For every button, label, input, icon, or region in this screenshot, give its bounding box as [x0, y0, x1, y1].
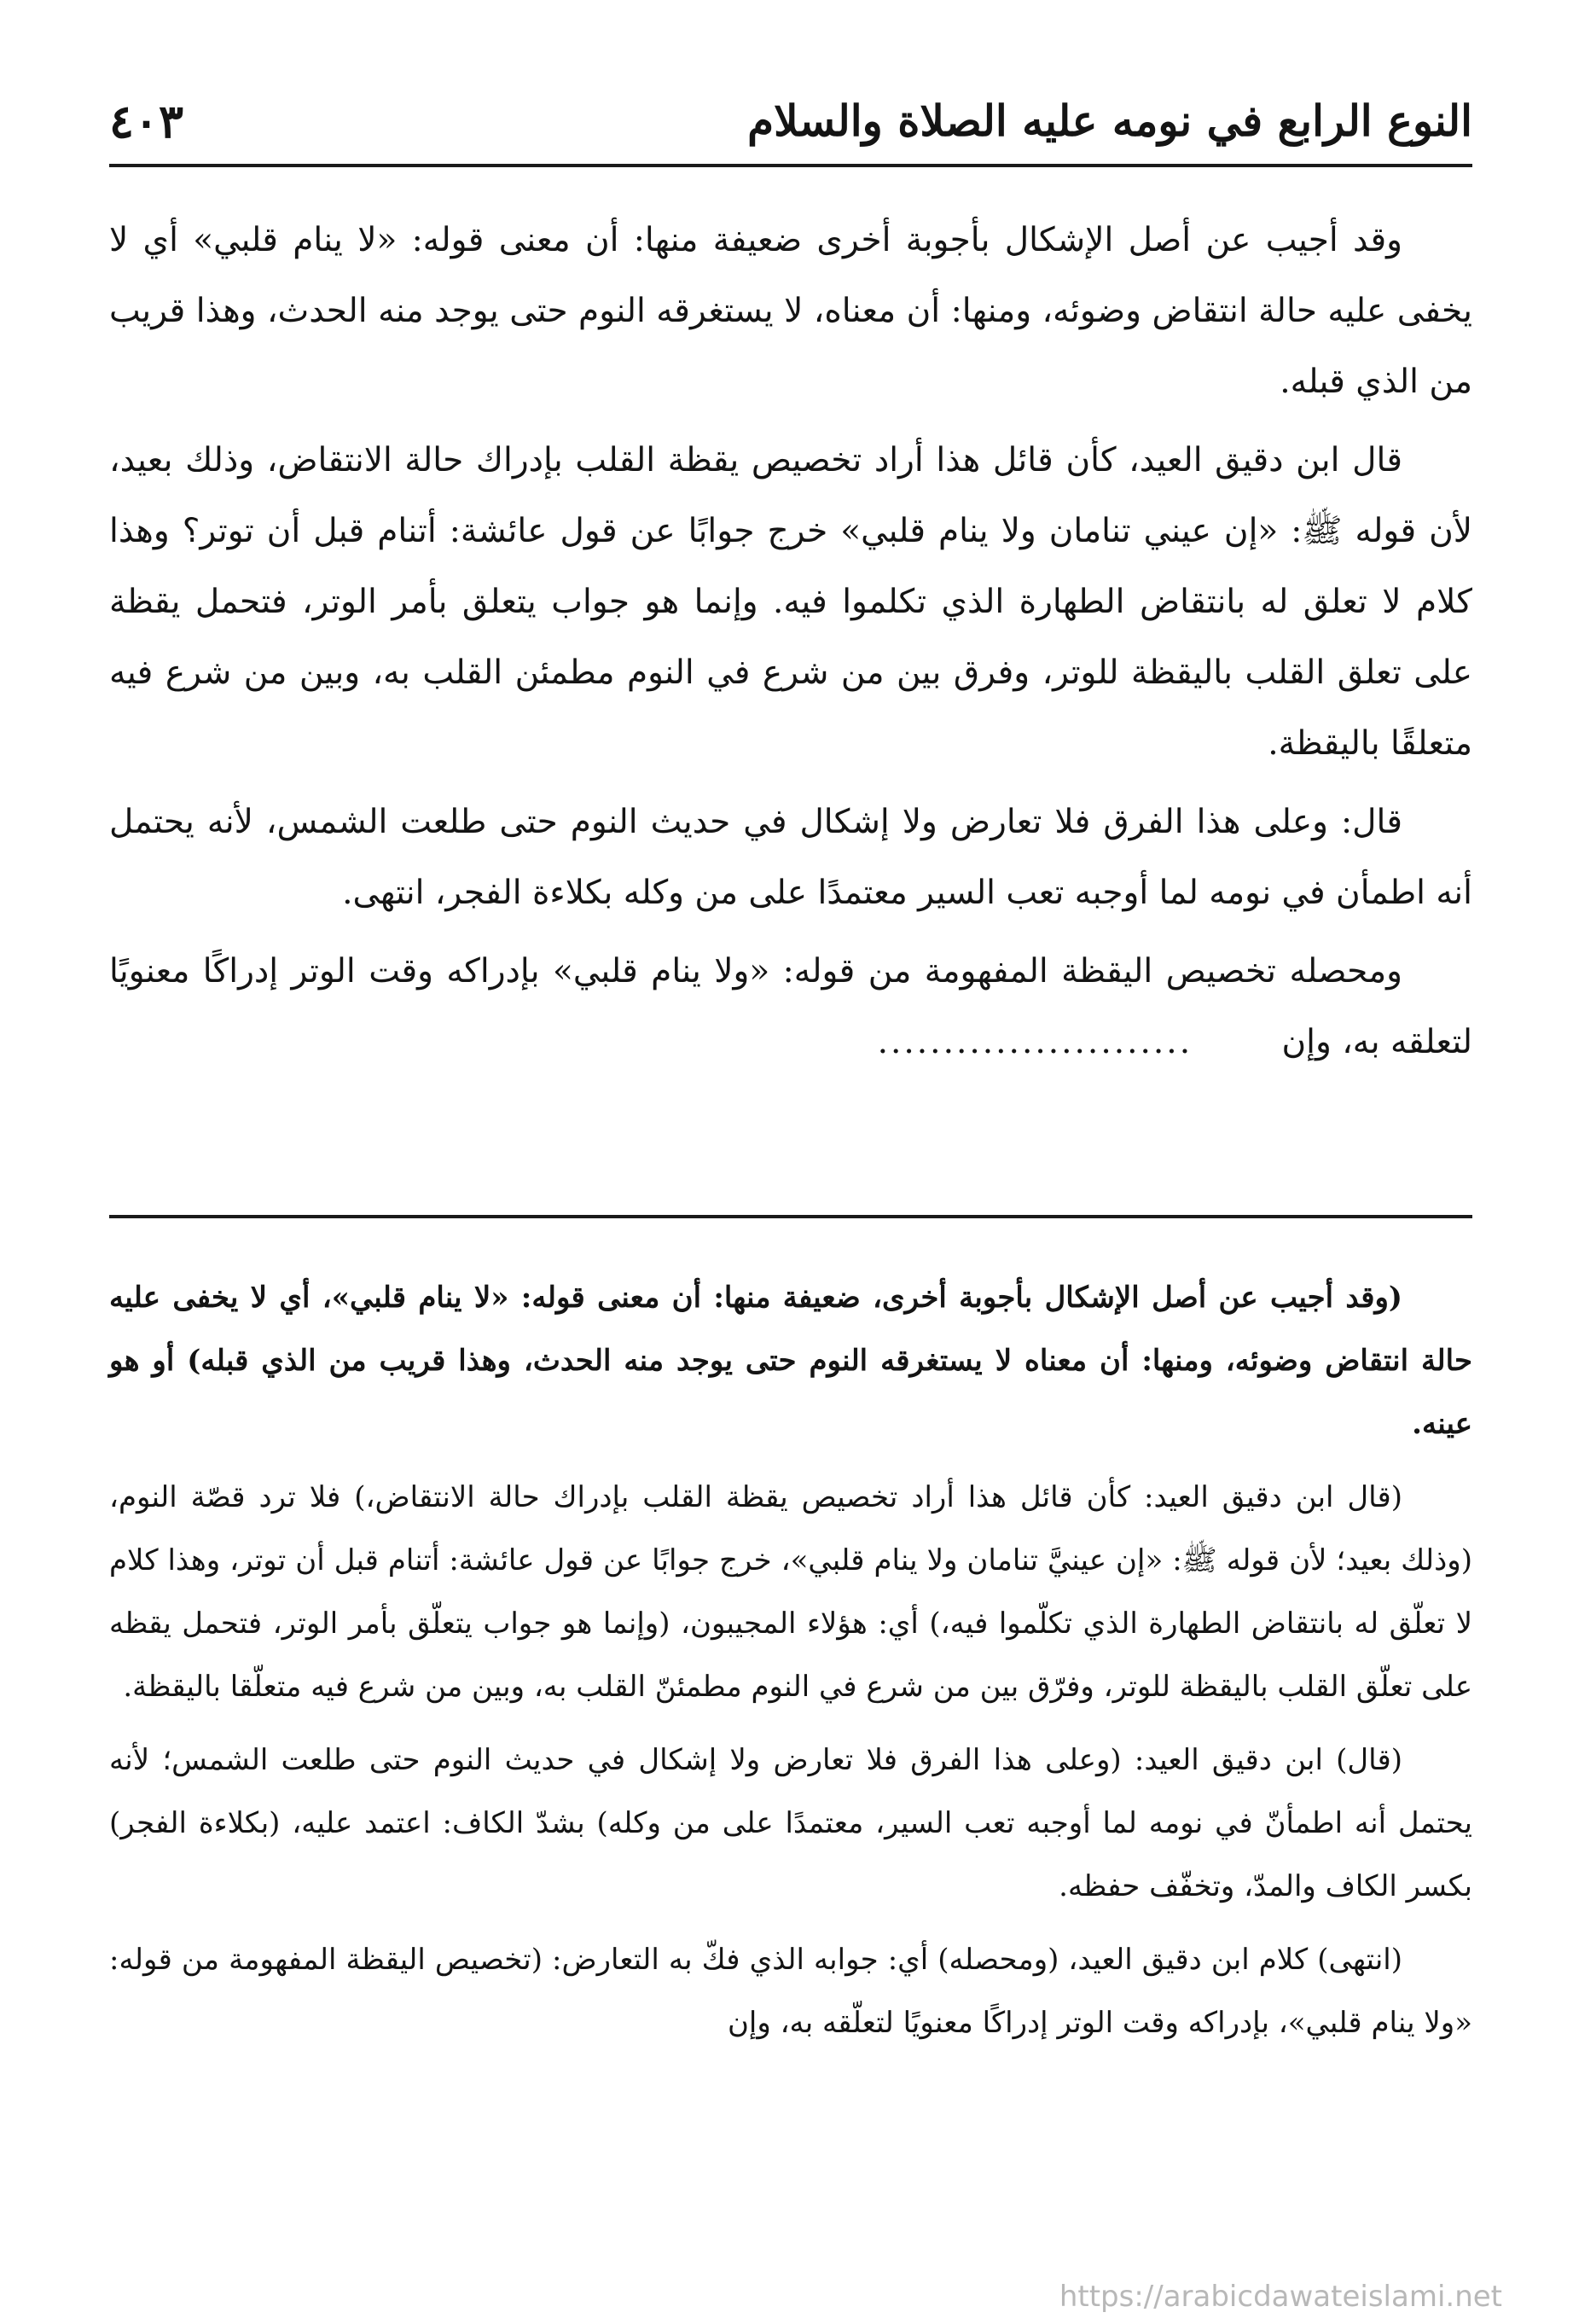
commentary-paragraph: (قال) ابن دقيق العيد: (وعلى هذا الفرق فلا تعارض ولا إشكال في حديث النوم حتى طلعت الشمس؛ لأنه يحتمل أنه اطمأنّ في نومه لما أوجبه تعب السير، معتمدًا على من وكله) بشدّ الكاف: اعتمد عليه، (بكلاءة الفجر) بكسر الكاف والمدّ، وتخفّف حفظه. — [109, 1743, 1472, 1903]
commentary-paragraph: (وقد أجيب عن أصل الإشكال بأجوبة أخرى، ضعيفة منها: أن معنى قوله: «لا ينام قلبي»، أي لا يخفى عليه حالة انتقاض وضوئه، ومنها: أن معناه لا يستغرقه النوم حتى يوجد منه الحدث، وهذا قريب من الذي قبله) أو هو عينه. — [109, 1281, 1472, 1441]
main-paragraph-text: ومحصله تخصيص اليقظة المفهومة من قوله: «ولا ينام قلبي» بإدراكه وقت الوتر إدراكًا معنويًا لتعلقه به، وإن — [109, 952, 1472, 1061]
commentary-paragraph: (قال ابن دقيق العيد: كأن قائل هذا أراد تخصيص يقظة القلب بإدراك حالة الانتقاض،) فلا ترد قصّة النوم، (وذلك بعيد؛ لأن قوله ﷺ: «إن عينيَّ تنامان ولا ينام قلبي»، خرج جوابًا عن قول عائشة: أتنام قبل أن توتر، وهذا كلام لا تعلّق له بانتقاض الطهارة الذي تكلّموا فيه،) أي: هؤلاء المجيبون، (وإنما هو جواب يتعلّق بأمر الوتر، فتحمل يقظه على تعلّق القلب باليقظة للوتر، وفرّق بين من شرع في النوم مطمئنّ القلب به، وبين من شرع فيه متعلّقا باليقظة. — [109, 1480, 1472, 1704]
page-header — [109, 78, 1472, 167]
running-title: النوع الرابع في نومه عليه الصلاة والسلام — [747, 96, 1472, 146]
main-paragraph: وقد أجيب عن أصل الإشكال بأجوبة أخرى ضعيفة منها: أن معنى قوله: «لا ينام قلبي» أي لا يخفى عليه حالة انتقاض وضوئه، ومنها: أن معناه، لا يستغرقه النوم حتى يوجد منه الحدث، وهذا قريب من الذي قبله. — [109, 221, 1472, 401]
commentary-paragraph: (انتهى) كلام ابن دقيق العيد، (ومحصله) أي: جوابه الذي فكّ به التعارض: (تخصيص اليقظة المفهومة من قوله: «ولا ينام قلبي»، بإدراكه وقت الوتر إدراكًا معنويًا لتعلّقه به، وإن — [109, 1943, 1472, 2040]
continuation-dots: ........................ — [877, 1023, 1193, 1061]
source-watermark: https://arabicdawateislami.net — [1059, 2280, 1502, 2314]
main-text-divider — [109, 1215, 1472, 1218]
main-paragraph-last — [109, 936, 1472, 1078]
page-number: ٤٠٣ — [109, 94, 184, 148]
commentary-text — [109, 1266, 1472, 2222]
main-paragraph: قال ابن دقيق العيد، كأن قائل هذا أراد تخصيص يقظة القلب بإدراك حالة الانتقاض، وذلك بعيد، لأن قوله ﷺ: «إن عيني تنامان ولا ينام قلبي» خرج جوابًا عن قول عائشة: أتنام قبل أن توتر؟ وهذا كلام لا تعلق له بانتقاض الطهارة الذي تكلموا فيه. وإنما هو جواب يتعلق بأمر الوتر، فتحمل يقظة على تعلق القلب باليقظة للوتر، وفرق بين من شرع في النوم مطمئن القلب به، وبين من شرع فيه متعلقًا باليقظة. — [109, 441, 1472, 763]
main-paragraph: قال: وعلى هذا الفرق فلا تعارض ولا إشكال في حديث النوم حتى طلعت الشمس، لأنه يحتمل أنه اطمأن في نومه لما أوجبه تعب السير معتمدًا على من وكله بكلاءة الفجر، انتهى. — [109, 803, 1472, 912]
main-text — [109, 205, 1472, 1165]
